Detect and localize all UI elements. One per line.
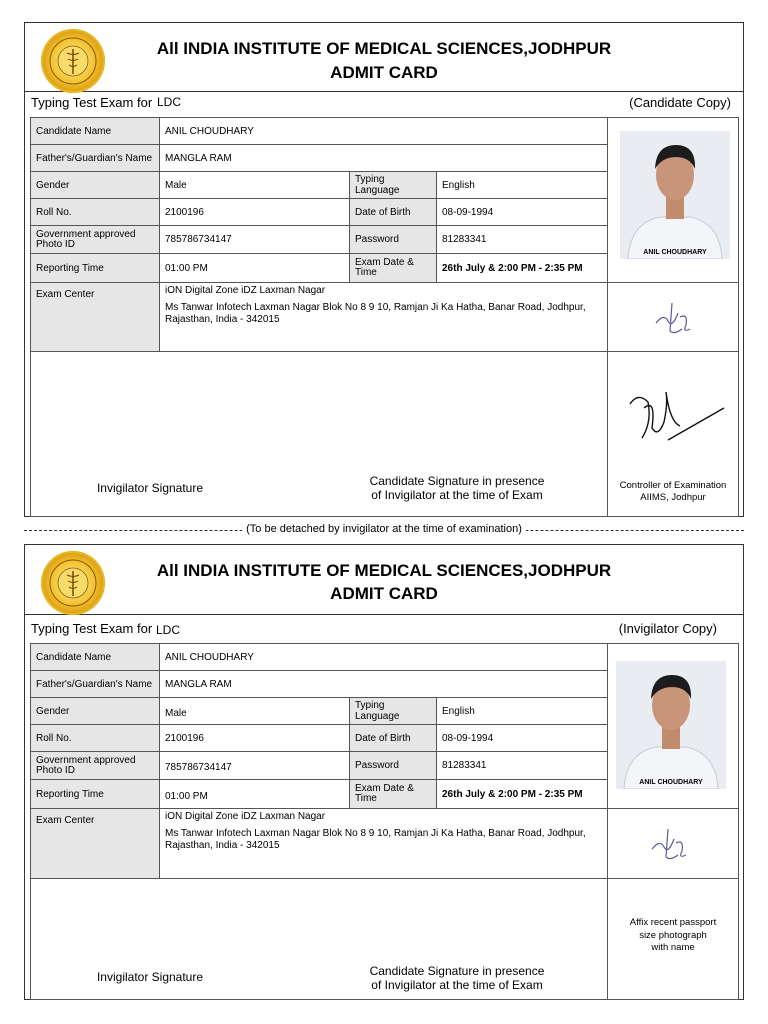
gender-value: Male [159,697,350,725]
invigilator-signature-label: Invigilator Signature [96,970,204,984]
candidate-photo-cell [607,643,739,809]
exam-for-label: Typing Test Exam for [31,95,153,110]
copy-label: (Invigilator Copy) [618,621,717,636]
reporting-time-value: 01:00 PM [159,779,350,809]
detach-note [0,523,768,535]
controller-label-line2: AIIMS, Jodhpur [640,492,706,503]
father-name-label: Father's/Guardian's Name [30,144,160,172]
affix-photo-line2: size photograph [639,930,707,941]
gov-photo-id-label: Government approved Photo ID [30,225,160,254]
candidate-signature-cell [607,282,739,352]
exam-date-time-label: Exam Date & Time [349,253,437,283]
dob-label: Date of Birth [349,198,437,226]
roll-no-value: 2100196 [159,198,350,226]
password-label: Password [349,751,437,780]
exam-center-line2: Ms Tanwar Infotech Laxman Nagar Blok No 8 9 10, Ramjan Ji Ka Hatha, Banar Road, Jodhpur, Rajasthan, India - 342015 [165,828,586,851]
typing-language-value: English [436,171,608,199]
candidate-photo [616,661,726,789]
affix-photo-line3: with name [651,942,695,953]
detach-note-text: (To be detached by invigilator at the time of examination) [242,523,526,535]
admit-card-invigilator-copy [24,544,744,1000]
father-name-label: Father's/Guardian's Name [30,670,160,698]
exam-center-value [159,282,608,352]
exam-for-value: LDC [157,95,182,109]
candidate-signature-label-line2: of Invigilator at the time of Exam [371,978,543,992]
roll-no-value: 2100196 [159,724,350,752]
exam-center-label: Exam Center [30,808,160,879]
card-title: ADMIT CARD [330,584,438,603]
exam-center-line1: iON Digital Zone iDZ Laxman Nagar [165,285,326,296]
exam-date-time-label: Exam Date & Time [349,779,437,809]
controller-label-line1: Controller of Examination [619,480,727,491]
exam-for-value: LDC [156,623,181,637]
candidate-signature-mark [608,809,740,880]
gov-photo-id-label: Government approved Photo ID [30,751,160,780]
candidate-signature-label-line1: Candidate Signature in presence [369,964,545,978]
gov-photo-id-value: 785786734147 [159,751,350,780]
typing-language-value: English [436,697,608,725]
card-title: ADMIT CARD [330,63,438,82]
dob-value: 08-09-1994 [436,724,608,752]
candidate-name-value: ANIL CHOUDHARY [159,117,608,145]
candidate-signature-mark [608,283,740,353]
institute-title: All INDIA INSTITUTE OF MEDICAL SCIENCES,JODHPUR [156,39,612,58]
typing-language-label: Typing Language [349,697,437,725]
dob-value: 08-09-1994 [436,198,608,226]
gov-photo-id-value: 785786734147 [159,225,350,254]
roll-no-label: Roll No. [30,724,160,752]
candidate-photo-cell [607,117,739,283]
exam-center-label: Exam Center [30,282,160,352]
dob-label: Date of Birth [349,724,437,752]
candidate-signature-cell [607,808,739,879]
copy-label: (Candidate Copy) [629,95,731,110]
exam-center-value [159,808,608,879]
password-value: 81283341 [436,751,608,780]
exam-date-time-value: 26th July & 2:00 PM - 2:35 PM [436,253,608,283]
invigilator-signature-label: Invigilator Signature [96,481,204,495]
candidate-name-label: Candidate Name [30,643,160,671]
exam-center-line2: Ms Tanwar Infotech Laxman Nagar Blok No 8 9 10, Ramjan Ji Ka Hatha, Banar Road, Jodhpur, Rajasthan, India - 342015 [165,302,586,325]
controller-signature-mark [608,352,740,462]
password-label: Password [349,225,437,254]
card-header [25,23,743,92]
exam-center-line1: iON Digital Zone iDZ Laxman Nagar [165,811,326,822]
photo-caption: ANIL CHOUDHARY [643,249,707,256]
candidate-name-label: Candidate Name [30,117,160,145]
exam-for-label: Typing Test Exam for [31,621,153,636]
typing-language-label: Typing Language [349,171,437,199]
father-name-value: MANGLA RAM [159,670,608,698]
gender-value: Male [159,171,350,199]
roll-no-label: Roll No. [30,198,160,226]
father-name-value: MANGLA RAM [159,144,608,172]
password-value: 81283341 [436,225,608,254]
photo-caption: ANIL CHOUDHARY [639,779,703,786]
gender-label: Gender [30,697,160,725]
exam-date-time-value: 26th July & 2:00 PM - 2:35 PM [436,779,608,809]
reporting-time-label: Reporting Time [30,253,160,283]
candidate-name-value: ANIL CHOUDHARY [159,643,608,671]
gender-label: Gender [30,171,160,199]
admit-card-candidate-copy [24,22,744,517]
candidate-signature-label-line2: of Invigilator at the time of Exam [371,488,543,502]
reporting-time-label: Reporting Time [30,779,160,809]
candidate-photo [620,131,730,259]
reporting-time-value: 01:00 PM [159,253,350,283]
card-header [25,545,743,615]
affix-photo-line1: Affix recent passport [629,917,717,928]
institute-title: All INDIA INSTITUTE OF MEDICAL SCIENCES,JODHPUR [156,561,612,580]
candidate-signature-label-line1: Candidate Signature in presence [369,474,545,488]
